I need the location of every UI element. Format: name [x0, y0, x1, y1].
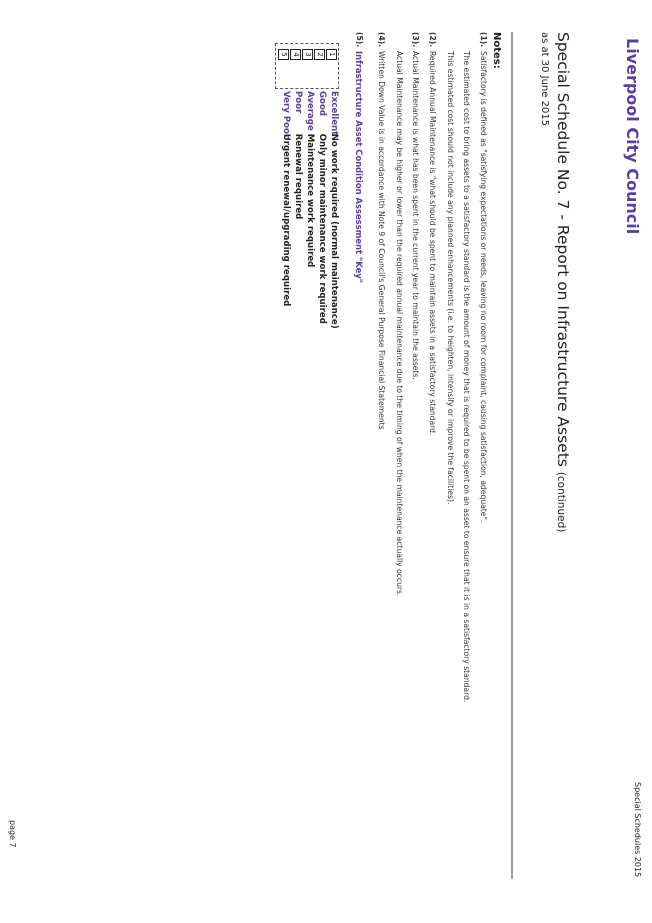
key-description: Renewal required	[293, 133, 303, 220]
key-row	[315, 91, 327, 324]
note-number: (3).	[411, 32, 420, 48]
key-description: No work required (normal maintenance)	[329, 133, 339, 329]
page-number: page 7	[8, 820, 17, 848]
key-description: Only minor maintenance work required	[317, 133, 327, 324]
council-name: Liverpool City Council	[623, 38, 642, 235]
note-text: Required Annual Maintenance is "what should be spent to maintain assets in a satisfactory standard.	[428, 51, 437, 436]
key-number-box: 3	[302, 49, 313, 60]
key-row	[303, 91, 315, 267]
note-text: Actual Maintenance is what has been spent in the current year to maintain the assets.	[411, 51, 420, 380]
page-title	[554, 32, 572, 532]
note-number: (1).	[479, 32, 488, 48]
note-number: (2).	[428, 32, 437, 48]
note-text: Written Down Value is in accordance with Note 9 of Council's General Purpose Financial Statements	[377, 51, 386, 430]
key-label: Poor	[293, 91, 303, 114]
key-title: Infrastructure Asset Condition Assessment "Key"	[354, 51, 364, 284]
title-as-at: as at 30 June 2015	[539, 32, 550, 127]
key-number-box: 2	[314, 49, 325, 60]
note-number: (4).	[377, 32, 386, 48]
note-text: The estimated cost to bring assets to a satisfactory standard is the amount of money that is required to be spent on an asset to ensure that it is in a satisfactory standard.	[462, 51, 471, 703]
key-label: Very Poor	[281, 91, 291, 139]
key-description: Maintenance work required	[305, 133, 315, 268]
key-row	[291, 91, 303, 219]
note-text: Satisfactory is defined as "satisfying expectations or needs, leaving no room for complaint, causing satisfaction, adequate".	[479, 51, 488, 523]
key-number-box: 5	[278, 49, 289, 60]
key-label: Good	[317, 91, 327, 117]
notes-heading: Notes:	[491, 32, 502, 69]
key-row	[279, 91, 291, 306]
key-number-box: 1	[326, 49, 337, 60]
note-number: (5).	[355, 32, 364, 48]
divider	[511, 32, 513, 879]
title-continued: (continued)	[555, 471, 567, 533]
key-description: Urgent renewal/upgrading required	[281, 133, 291, 307]
note-text: This estimated cost should not include any planned enhancements (i.e. to heighten, intensify or improve the facilities).	[446, 51, 455, 505]
key-row	[327, 91, 339, 329]
key-label: Excellent	[329, 91, 339, 136]
note-text: Actual Maintenance may be higher or lower than the required annual maintenance due to the timing of when the maintenance actually occurs.	[395, 51, 404, 597]
key-label: Average	[305, 91, 315, 131]
section-header: Special Schedules 2015	[633, 782, 642, 878]
title-main: Special Schedule No. 7 - Report on Infrastructure Assets	[554, 32, 572, 467]
key-number-box: 4	[290, 49, 301, 60]
